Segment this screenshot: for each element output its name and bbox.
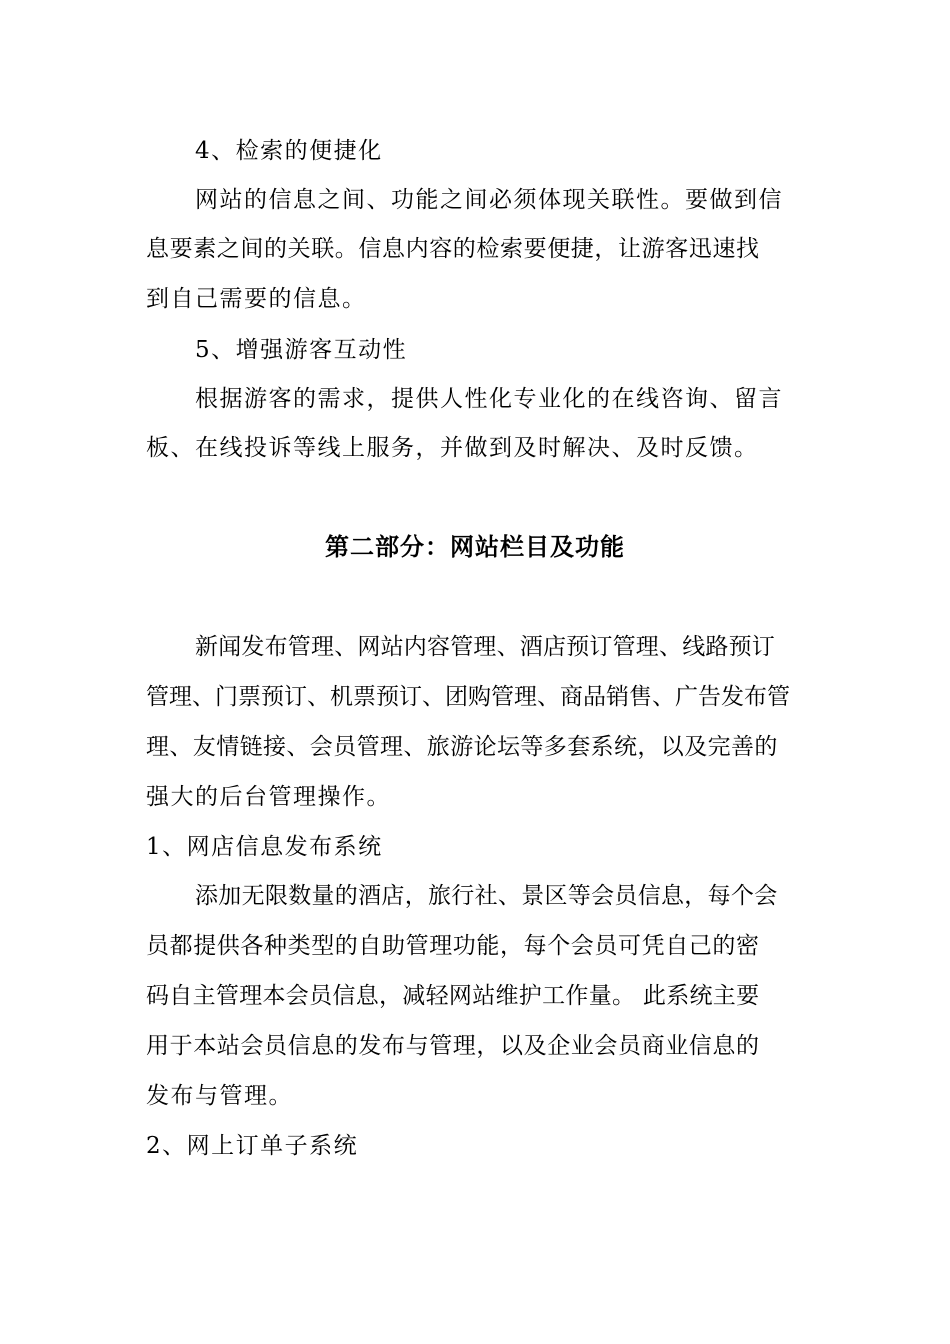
paragraph-line: 网站的信息之间、功能之间必须体现关联性。要做到信 bbox=[195, 187, 783, 213]
paragraph-line: 强大的后台管理操作。 bbox=[146, 784, 391, 810]
paragraph-line: 根据游客的需求，提供人性化专业化的在线咨询、留言 bbox=[195, 386, 783, 412]
paragraph-line: 用于本站会员信息的发布与管理，以及企业会员商业信息的 bbox=[146, 1033, 760, 1059]
section-2-title: 2、网上订单子系统 bbox=[146, 1133, 359, 1159]
paragraph-line: 到自己需要的信息。 bbox=[146, 286, 367, 312]
paragraph-line: 管理、门票预订、机票预订、团购管理、商品销售、广告发布管 bbox=[146, 684, 790, 710]
paragraph-line: 理、友情链接、会员管理、旅游论坛等多套系统，以及完善的 bbox=[146, 734, 778, 760]
section-5-title: 5、增强游客互动性 bbox=[195, 337, 408, 363]
paragraph-line: 员都提供各种类型的自助管理功能，每个会员可凭自己的密 bbox=[146, 933, 760, 959]
section-4-title: 4、检索的便捷化 bbox=[195, 138, 383, 164]
paragraph-line: 添加无限数量的酒店，旅行社、景区等会员信息，每个会 bbox=[195, 883, 778, 909]
section-1-title: 1、网店信息发布系统 bbox=[146, 834, 383, 860]
paragraph-line: 息要素之间的关联。信息内容的检索要便捷，让游客迅速找 bbox=[146, 236, 760, 262]
paragraph-line: 发布与管理。 bbox=[146, 1083, 293, 1109]
paragraph-line: 码自主管理本会员信息，减轻网站维护工作量。 此系统主要 bbox=[146, 983, 760, 1009]
paragraph-line: 新闻发布管理、网站内容管理、酒店预订管理、线路预订 bbox=[195, 634, 775, 660]
paragraph-line: 板、在线投诉等线上服务，并做到及时解决、及时反馈。 bbox=[146, 435, 759, 461]
part-two-heading: 第二部分：网站栏目及功能 bbox=[325, 532, 625, 561]
